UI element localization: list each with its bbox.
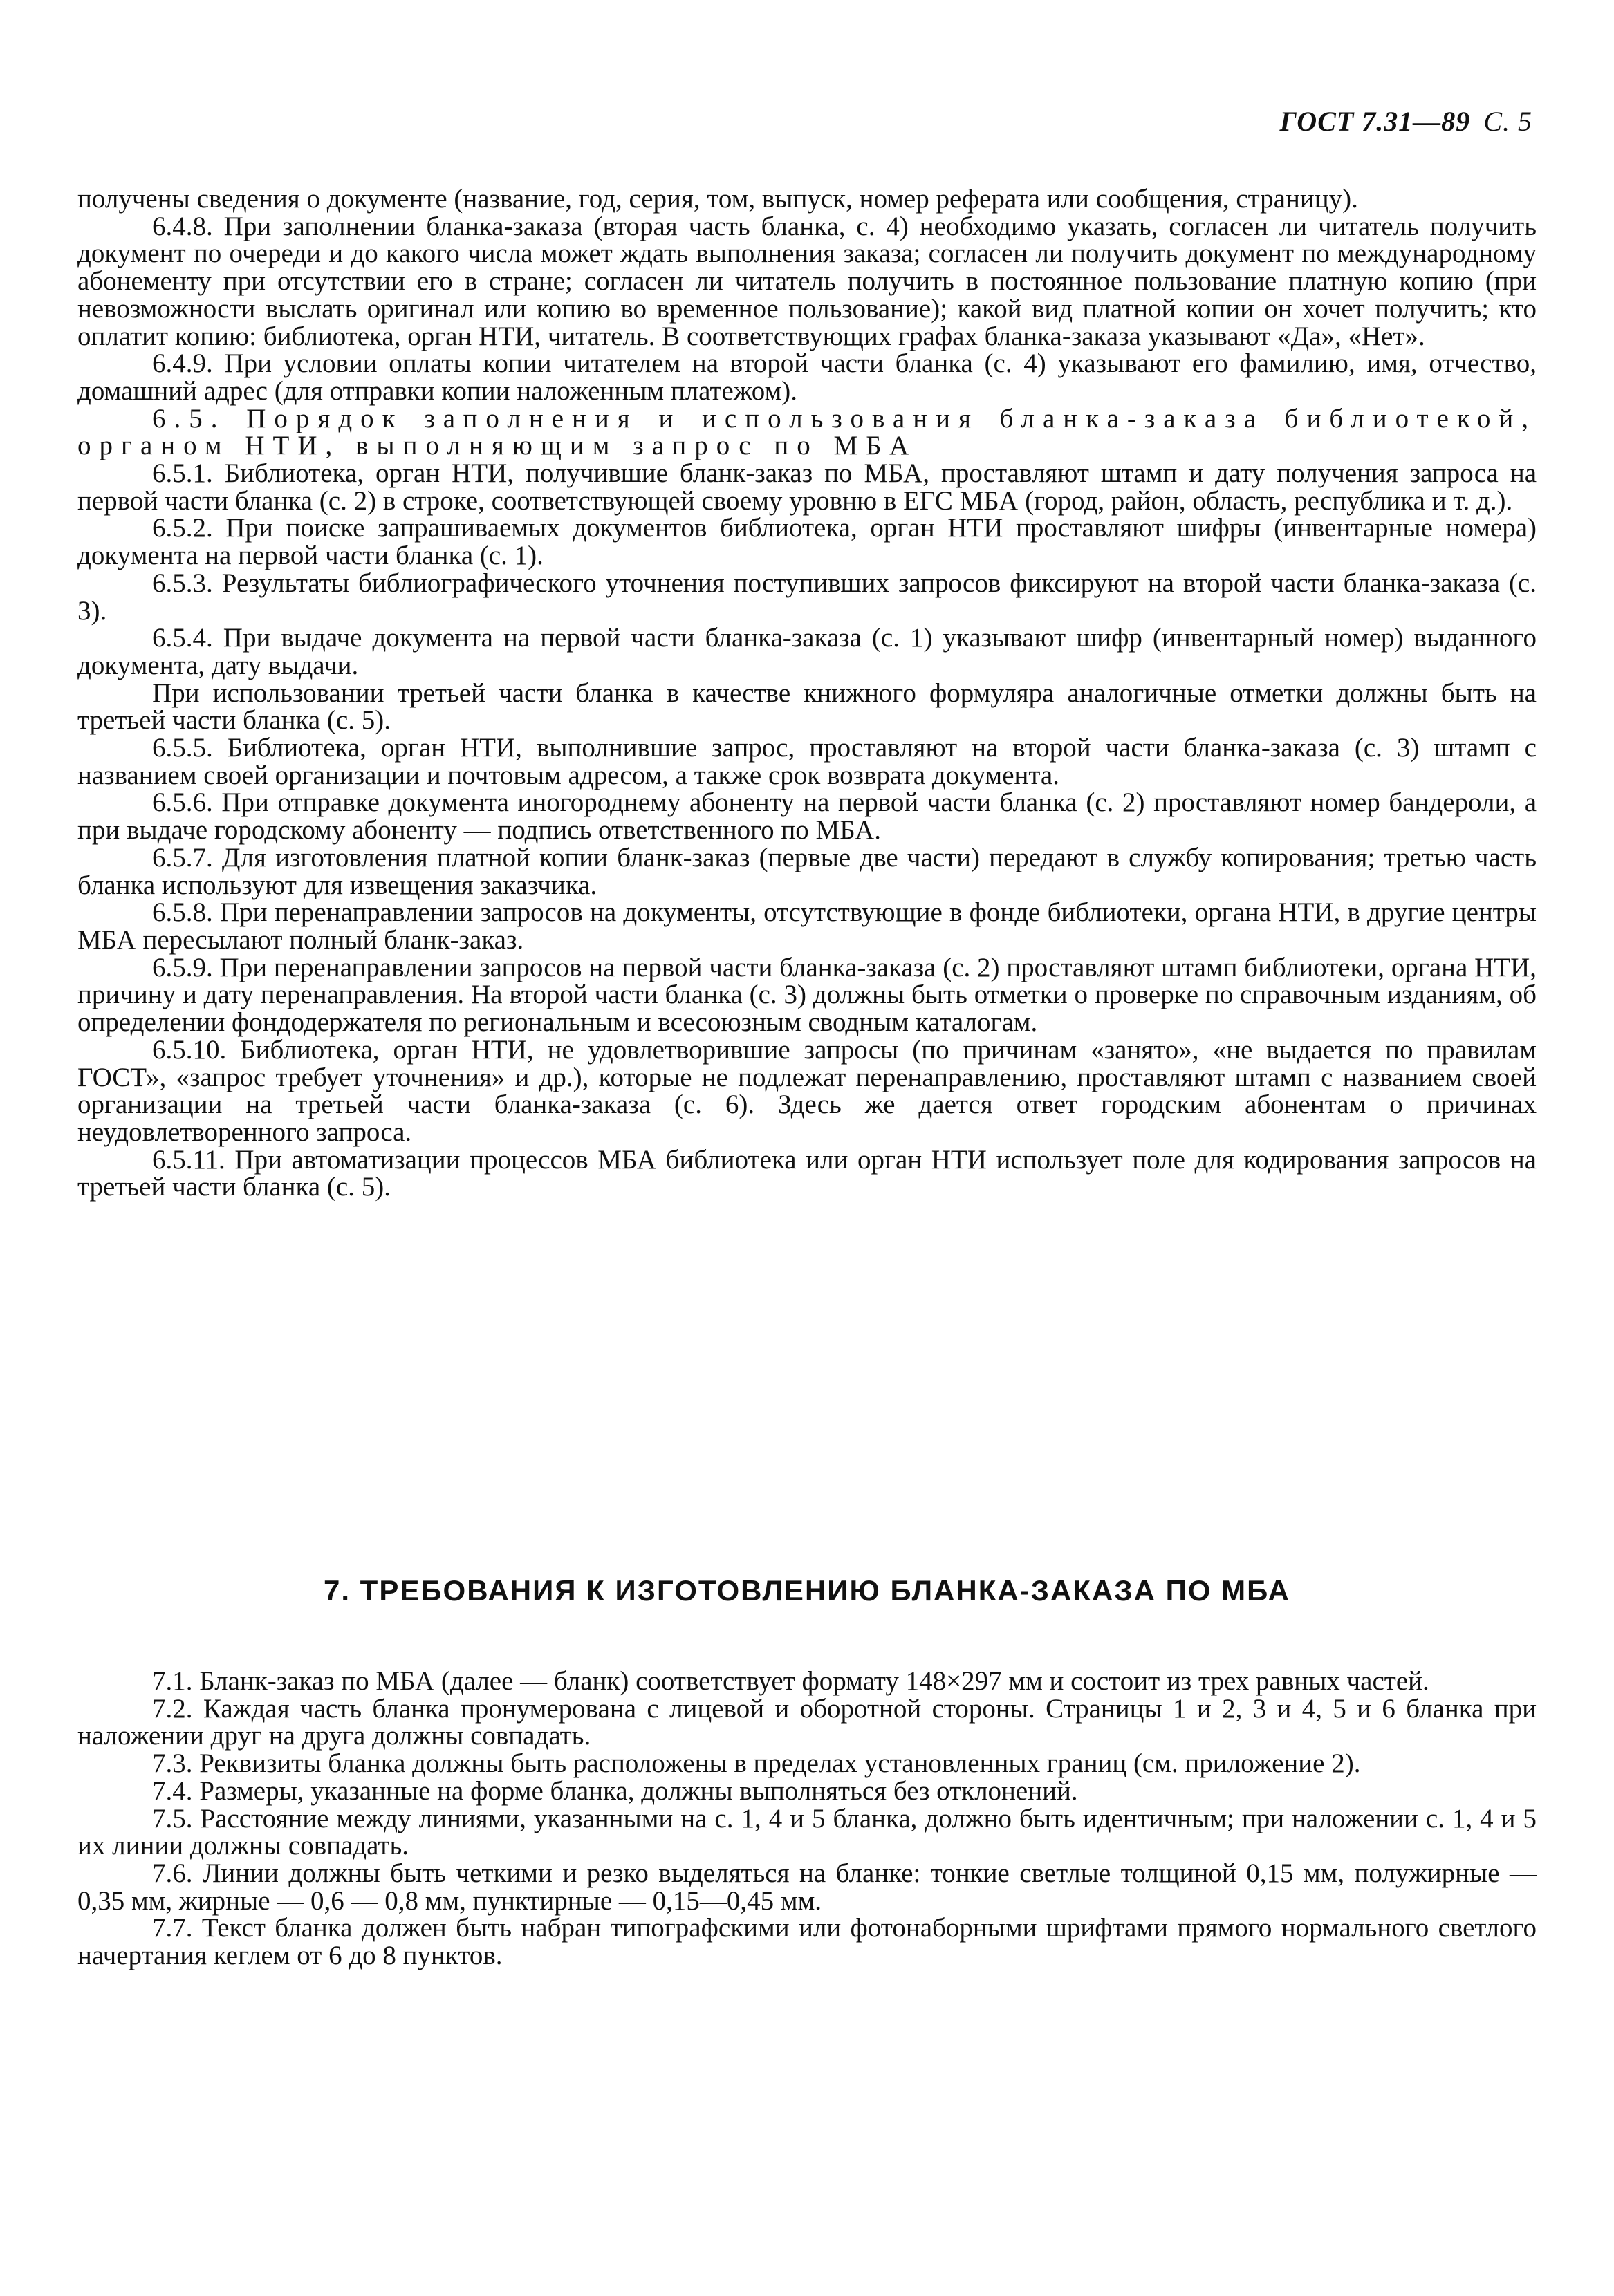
paragraph: 7.7. Текст бланка должен быть набран типографскими или фотонаборными шрифтами прямого нормального светлого начертания кеглем от 6 до 8 пунктов. — [77, 1913, 1537, 1971]
paragraph: 6.5.11. При автоматизации процессов МБА библиотека или орган НТИ использует поле для кодирования запросов на третьей части бланка (с. 5). — [77, 1144, 1537, 1202]
paragraph: 6.5.7. Для изготовления платной копии бланк-заказ (первые две части) передают в службу копирования; третью часть бланка используют для извещения заказчика. — [77, 842, 1537, 900]
section-7-body — [77, 1668, 1537, 1970]
section-6-body — [77, 185, 1537, 1201]
page-number: С. 5 — [1483, 106, 1532, 137]
paragraph: 6.5.1. Библиотека, орган НТИ, получившие бланк-заказ по МБА, проставляют штамп и дату получения запроса на первой части бланка (с. 2) в строке, соответствующей своему уровню в ЕГС МБА (город, район, область, республика и т. д.). — [77, 458, 1537, 516]
paragraph: 6.5.4. При выдаче документа на первой части бланка-заказа (с. 1) указывают шифр (инвентарный номер) выданного документа, дату выдачи. — [77, 623, 1537, 680]
paragraph: 6.4.9. При условии оплаты копии читателем на второй части бланка (с. 4) указывают его фамилию, имя, отчество, домашний адрес (для отправки копии наложенным платежом). — [77, 348, 1537, 406]
paragraph: 7.6. Линии должны быть четкими и резко выделяться на бланке: тонкие светлые толщиной 0,15 мм, полужирные — 0,35 мм, жирные — 0,6 — 0,8 мм, пунктирные — 0,15—0,45 мм. — [77, 1858, 1537, 1916]
running-header — [1280, 105, 1532, 138]
paragraph: 6.4.8. При заполнении бланка-заказа (вторая часть бланка, с. 4) необходимо указать, согласен ли читатель получить документ по очереди и до какого числа может ждать выполнения заказа; согласен ли получить документ по международному абонементу при отсутствии его в стране; согласен ли читатель получить в постоянное пользование платную копию (при невозможности выслать оригинал или копию во временное пользование); какой вид платной копии он хочет получить; кто оплатит копию: библиотека, орган НТИ, читатель. В соответствующих графах бланка-заказа указывают «Да», «Нет». — [77, 211, 1537, 351]
paragraph: 7.1. Бланк-заказ по МБА (далее — бланк) соответствует формату 148×297 мм и состоит из трех равных частей. — [152, 1666, 1429, 1696]
paragraph: 6.5.9. При перенаправлении запросов на первой части бланка-заказа (с. 2) проставляют штамп библиотеки, органа НТИ, причину и дату перенаправления. На второй части бланка (с. 3) должны быть отметки о проверке по справочным изданиям, об определении фондодержателя по региональным и всесоюзным сводным каталогам. — [77, 952, 1537, 1038]
paragraph: 6.5.10. Библиотека, орган НТИ, не удовлетворившие запросы (по причинам «занято», «не выдается по правилам ГОСТ», «запрос требует уточнения» и др.), которые не подлежат перенаправлению, проставляют штамп с названием своей организации на третьей части бланка-заказа (с. 6). Здесь же дается ответ городским абонентам о причинах неудовлетворенного запроса. — [77, 1034, 1537, 1147]
paragraph: 6.5.6. При отправке документа иногороднему абоненту на первой части бланка (с. 2) проставляют номер бандероли, а при выдаче городскому абоненту — подпись ответственного по МБА. — [77, 787, 1537, 846]
paragraph: 7.2. Каждая часть бланка пронумерована с лицевой и оборотной стороны. Страницы 1 и 2, 3 и 4, 5 и 6 бланка при наложении друг на друга должны совпадать. — [77, 1693, 1537, 1751]
paragraph: 6.5.2. При поиске запрашиваемых документов библиотека, орган НТИ проставляют шифры (инвентарные номера) документа на первой части бланка (с. 1). — [77, 513, 1537, 571]
paragraph: 7.5. Расстояние между линиями, указанными на с. 1, 4 и 5 бланка, должно быть идентичным; при наложении с. 1, 4 и 5 их линии должны совпадать. — [77, 1803, 1537, 1861]
paragraph: 7.4. Размеры, указанные на форме бланка, должны выполняться без отклонений. — [152, 1775, 1078, 1806]
standard-number: ГОСТ 7.31—89 — [1279, 106, 1471, 137]
section-7-title: 7. ТРЕБОВАНИЯ К ИЗГОТОВЛЕНИЮ БЛАНКА-ЗАКАЗА ПО МБА — [323, 1574, 1291, 1607]
paragraph: получены сведения о документе (название, год, серия, том, выпуск, номер реферата или сообщения, страницу). — [77, 184, 1358, 214]
paragraph: 6.5. Порядок заполнения и использования бланка-заказа библиотекой, органом НТИ, выполняющим запрос по МБА — [77, 403, 1537, 461]
paragraph: 6.5.5. Библиотека, орган НТИ, выполнившие запрос, проставляют на второй части бланка-заказа (с. 3) штамп с названием своей организации и почтовым адресом, а также срок возврата документа. — [77, 733, 1537, 790]
paragraph: 7.3. Реквизиты бланка должны быть расположены в пределах установленных границ (см. приложение 2). — [152, 1748, 1361, 1779]
paragraph: При использовании третьей части бланка в качестве книжного формуляра аналогичные отметки должны быть на третьей части бланка (с. 5). — [77, 678, 1537, 736]
paragraph: 6.5.8. При перенаправлении запросов на документы, отсутствующие в фонде библиотеки, органа НТИ, в другие центры МБА пересылают полный бланк-заказ. — [77, 897, 1537, 955]
paragraph: 6.5.3. Результаты библиографического уточнения поступивших запросов фиксируют на второй части бланка-заказа (с. 3). — [77, 568, 1537, 626]
